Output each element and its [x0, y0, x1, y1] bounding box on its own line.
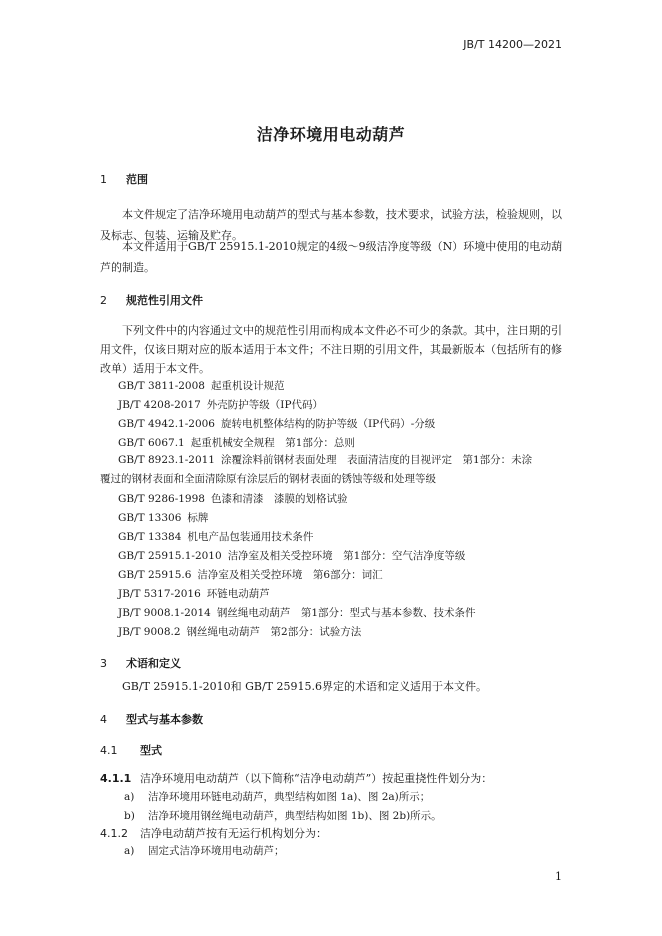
list-marker: a): [124, 791, 135, 803]
section-2-heading: [100, 292, 203, 308]
list-marker: a): [124, 845, 135, 857]
reference-code: GB/T 3811-2008: [118, 380, 205, 392]
reference-item: [118, 435, 355, 450]
subsection-number: 4.1: [100, 744, 118, 757]
reference-item: [118, 416, 435, 431]
scope-paragraph-1: 本文件规定了洁净环境用电动葫芦的型式与基本参数，技术要求，试验方法，检验规则，以及标志、包装、运输及贮存。: [100, 208, 562, 242]
list-item: [124, 808, 442, 823]
list-text: 洁净环境用环链电动葫芦，典型结构如图 1a)、图 2a)所示；: [148, 791, 431, 803]
section-title: 型式与基本参数: [126, 713, 203, 726]
list-item: [124, 843, 285, 858]
section-3-heading: [100, 655, 181, 671]
reference-title: 钢丝绳电动葫芦 第2部分：试验方法: [186, 626, 362, 638]
clause-4-1-2: [100, 825, 327, 841]
reference-item: [118, 605, 476, 620]
section-number: 1: [100, 173, 107, 186]
reference-code: JB/T 9008.2: [118, 626, 181, 638]
reference-item: [118, 529, 313, 544]
reference-item: [118, 548, 465, 563]
scope-paragraph-2: 本文件适用于GB/T 25915.1-2010规定的4级～9级洁净度等级（N）环境中使用的电动葫芦的制造。: [100, 240, 563, 274]
list-text: 固定式洁净环境用电动葫芦；: [148, 845, 285, 857]
clause-number: 4.1.1: [100, 772, 132, 785]
list-text: 洁净环境用钢丝绳电动葫芦，典型结构如图 1b)、图 2b)所示。: [148, 810, 442, 822]
reference-item: [118, 510, 208, 525]
reference-code: GB/T 25915.1-2010: [118, 550, 222, 562]
reference-item: [100, 451, 570, 489]
standard-code: JB/T 14200—2021: [463, 38, 562, 51]
section-title: 规范性引用文件: [126, 294, 203, 307]
list-marker: b): [124, 810, 135, 822]
document-title: 洁净环境用电动葫芦: [256, 125, 406, 144]
list-item: [124, 789, 430, 804]
reference-code: GB/T 25915.6: [118, 569, 192, 581]
reference-title-continuation: 覆过的钢材表面和全面清除原有涂层后的钢材表面的锈蚀等级和处理等级: [100, 473, 436, 485]
reference-code: GB/T 13306: [118, 512, 182, 524]
terms-paragraph: GB/T 25915.1-2010和 GB/T 25915.6界定的术语和定义适用于本文件。: [122, 680, 488, 693]
subsection-4-1-heading: [100, 742, 162, 758]
reference-code: GB/T 8923.1-2011: [118, 454, 215, 466]
reference-title: 外壳防护等级（IP代码）: [206, 399, 324, 411]
reference-item: [118, 567, 383, 582]
reference-code: GB/T 13384: [118, 531, 182, 543]
section-1-heading: [100, 171, 148, 187]
reference-item: [118, 624, 361, 639]
reference-item: [118, 378, 284, 393]
reference-code: JB/T 9008.1-2014: [118, 607, 211, 619]
reference-title: 起重机设计规范: [210, 380, 285, 392]
reference-item: [118, 397, 323, 412]
reference-title: 洁净室及相关受控环境 第1部分：空气洁净度等级: [227, 550, 466, 562]
section-4-heading: [100, 711, 203, 727]
clause-text: 洁净电动葫芦按有无运行机构划分为：: [140, 827, 327, 840]
reference-item: [118, 586, 270, 601]
section-number: 4: [100, 713, 107, 726]
clause-number: 4.1.2: [100, 827, 128, 840]
reference-title: 起重机械安全规程 第1部分：总则: [190, 437, 355, 449]
reference-code: GB/T 9286-1998: [118, 493, 205, 505]
section-title: 范围: [126, 173, 148, 186]
section-title: 术语和定义: [126, 657, 181, 670]
reference-title: 涂覆涂料前钢材表面处理 表面清洁度的目视评定 第1部分：未涂: [221, 454, 533, 466]
clause-4-1-1: [100, 770, 492, 786]
reference-title: 机电产品包装通用技术条件: [187, 531, 314, 543]
reference-title: 标牌: [187, 512, 209, 524]
reference-code: GB/T 4942.1-2006: [118, 418, 215, 430]
clause-text: 洁净环境用电动葫芦（以下简称“洁净电动葫芦”）按起重挠性件划分为：: [140, 772, 493, 785]
section-number: 3: [100, 657, 107, 670]
reference-code: GB/T 6067.1: [118, 437, 185, 449]
subsection-title: 型式: [140, 744, 162, 757]
reference-title: 色漆和清漆 漆膜的划格试验: [210, 493, 348, 505]
reference-title: 环链电动葫芦: [206, 588, 270, 600]
section-number: 2: [100, 294, 107, 307]
reference-title: 旋转电机整体结构的防护等级（IP代码）-分级: [221, 418, 436, 430]
reference-item: [118, 491, 347, 506]
reference-code: JB/T 5317-2016: [118, 588, 201, 600]
normative-references-intro: 下列文件中的内容通过文中的规范性引用而构成本文件必不可少的条款。其中，注日期的引用文件，仅该日期对应的版本适用于本文件；不注日期的引用文件，其最新版本（包括所有的修改单）适用于本文件。: [100, 324, 562, 375]
reference-title: 钢丝绳电动葫芦 第1部分：型式与基本参数、技术条件: [216, 607, 476, 619]
reference-title: 洁净室及相关受控环境 第6部分：词汇: [197, 569, 383, 581]
reference-code: JB/T 4208-2017: [118, 399, 201, 411]
page-number: 1: [555, 870, 562, 883]
